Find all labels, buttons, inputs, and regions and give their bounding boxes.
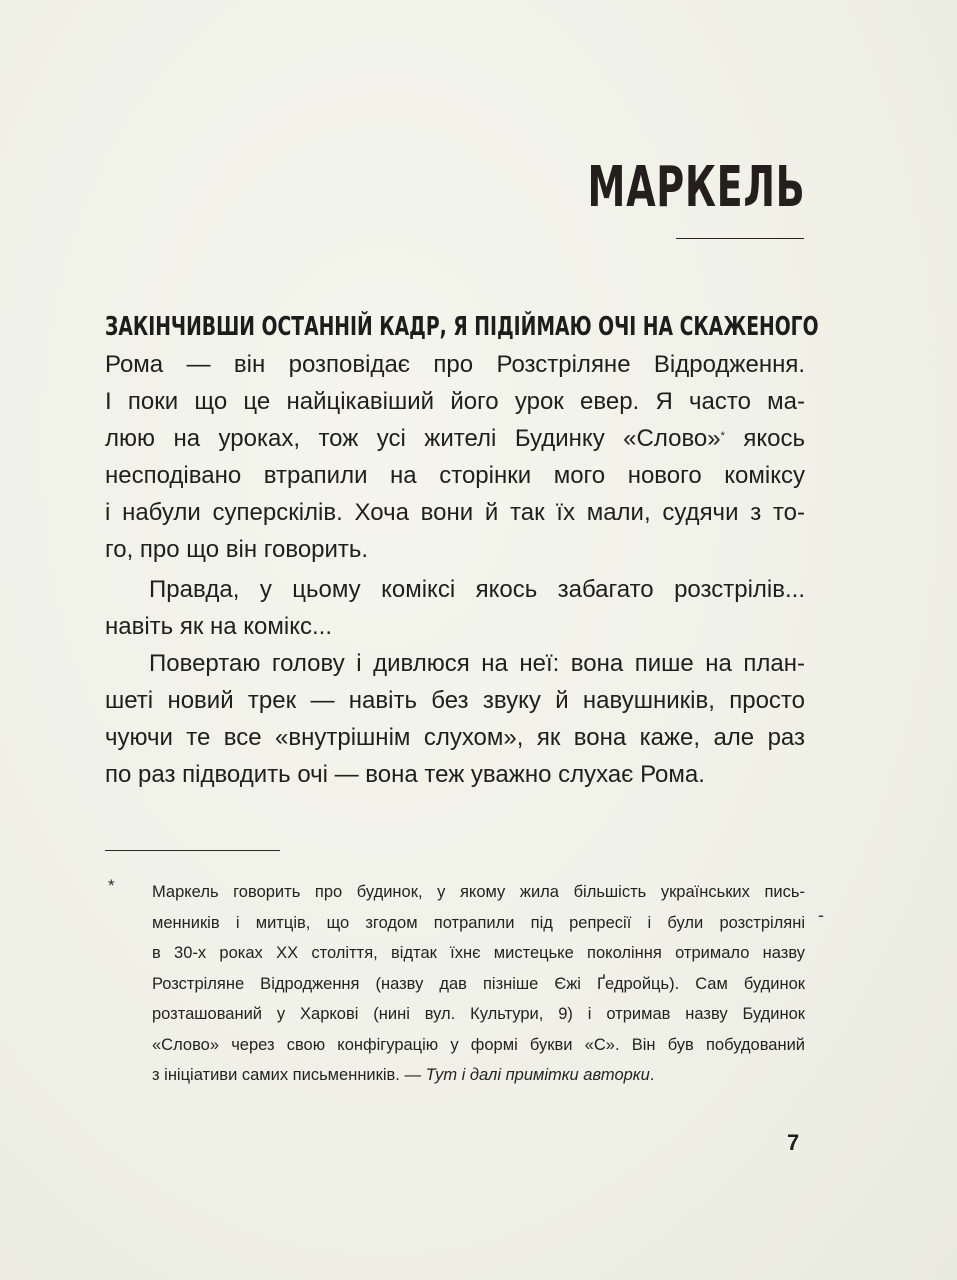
text-line: чуючи те все «внутрішнім слухом», як вона каже, але раз: [105, 724, 805, 751]
text-line: [105, 420, 805, 457]
paragraph-3: [105, 645, 805, 793]
text-line: го, про що він говорить.: [105, 536, 369, 563]
author-note-italic: Тут і далі примітки авторки: [425, 1066, 650, 1084]
text-line: Рома — він розповідає про Розстріляне Відродження.: [105, 351, 805, 378]
footnote-reference: *: [720, 430, 725, 442]
footnote: [152, 877, 805, 1091]
footnote-line: [152, 1060, 805, 1091]
footnote-line: Розстріляне Відродження (назву дав пізніше Єжі Ґедройць). Сам будинок: [152, 974, 805, 993]
text-segment: якось: [724, 425, 805, 452]
page-number: 7: [787, 1130, 800, 1155]
text-segment: з ініціативи самих письменників. —: [152, 1066, 426, 1084]
chapter-title: МАРКЕЛЬ: [587, 155, 805, 220]
footnote-line: «Слово» через свою конфігурацію у формі букви «С». Він був побудований: [152, 1035, 805, 1054]
footnote-line: в 30-х роках XX століття, відтак їхнє мистецьке покоління отримало назву: [152, 944, 805, 962]
title-underline: [676, 238, 804, 239]
text-line: І поки що це найцікавіший його урок евер. Я часто ма-: [105, 388, 805, 415]
text-line: і набули суперскілів. Хоча вони й так їх мали, судячи з то-: [105, 499, 805, 526]
paragraph-1: [105, 346, 805, 568]
footnote-line: менників і митців, що згодом потрапили під репресії і були розстріляні: [152, 913, 805, 932]
footnote-line: Маркель говорить про будинок, у якому жила більшість українських пись-: [152, 883, 805, 901]
lead-line: ЗАКІНЧИВШИ ОСТАННІЙ КАДР, Я ПІДІЙМАЮ ОЧІ НА СКАЖЕНОГО: [105, 312, 819, 342]
text-line: по раз підводить очі — вона теж уважно слухає Рома.: [105, 761, 705, 788]
text-line: шеті новий трек — навіть без звуку й навушників, просто: [105, 687, 805, 714]
text-segment: .: [649, 1066, 655, 1084]
text-line: несподівано втрапили на сторінки мого нового коміксу: [105, 462, 805, 489]
paragraph-2: [105, 571, 805, 645]
text-segment: люю на уроках, тож усі жителі Будинку «Слово»: [105, 425, 721, 452]
text-line: Повертаю голову і дивлюся на неї: вона пише на план-: [149, 650, 805, 677]
footnote-marker: *: [108, 876, 115, 895]
margin-mark: -: [818, 905, 824, 925]
text-line: навіть як на комікс...: [105, 613, 333, 640]
text-line: Правда, у цьому коміксі якось забагато розстрілів...: [149, 576, 805, 603]
footnote-line: розташований у Харкові (нині вул. Культури, 9) і отримав назву Будинок: [152, 1005, 805, 1023]
footnote-divider: [105, 850, 280, 851]
